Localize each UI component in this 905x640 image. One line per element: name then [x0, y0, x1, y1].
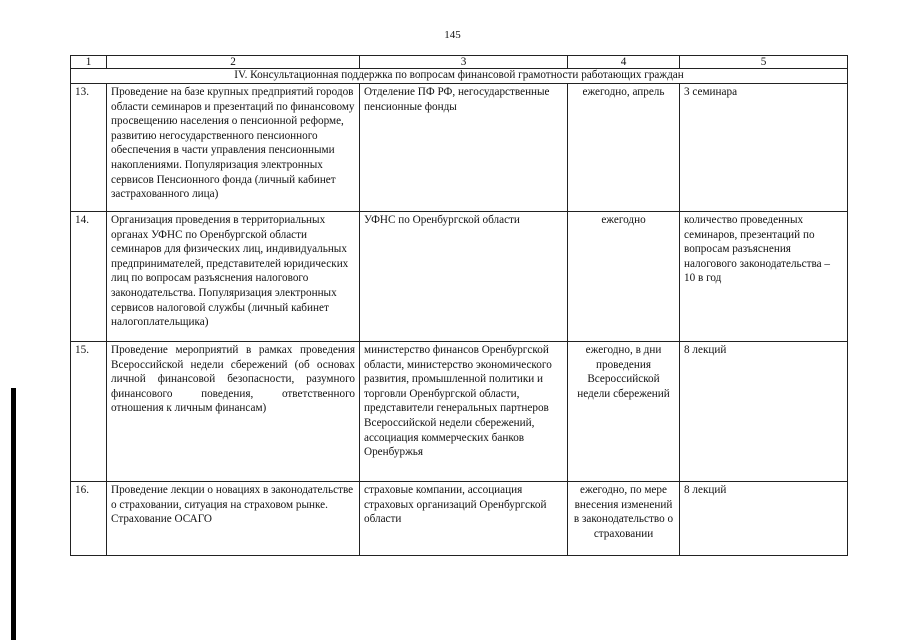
column-number: 1	[71, 56, 107, 69]
table-row	[71, 482, 848, 556]
column-number: 5	[680, 56, 848, 69]
executor-cell: страховые компании, ассоциация страховых организаций Оренбургской области	[360, 482, 568, 556]
term-cell: ежегодно, в дни проведения Всероссийской недели сбережений	[568, 342, 680, 482]
section-title-row	[71, 69, 848, 84]
executor-cell: министерство финансов Оренбургской области, министерство экономического развития, промышленной политики и торговли Оренбургской области, представители генеральных партнеров Всероссийской недели сбережений, ассоциация коммерческих банков Оренбуржья	[360, 342, 568, 482]
column-number: 2	[107, 56, 360, 69]
indicator-cell: 3 семинара	[680, 84, 848, 212]
row-number: 16.	[71, 482, 107, 556]
executor-cell: УФНС по Оренбургской области	[360, 212, 568, 342]
table-row	[71, 84, 848, 212]
table-row	[71, 212, 848, 342]
row-number: 13.	[71, 84, 107, 212]
indicator-cell: 8 лекций	[680, 342, 848, 482]
event-cell: Проведение мероприятий в рамках проведения Всероссийской недели сбережений (об основах личной финансовой безопасности, разумного финансового поведения, ответственного отношения к личным финансам)	[107, 342, 360, 482]
scan-edge-bar	[11, 388, 16, 640]
measures-table	[70, 55, 848, 556]
row-number: 14.	[71, 212, 107, 342]
event-cell: Проведение на базе крупных предприятий городов области семинаров и презентаций по финансовому просвещению населения о пенсионной реформе, развитию негосударственного пенсионного обеспечения в части управления пенсионными накоплениями. Популяризация электронных сервисов Пенсионного фонда (личный кабинет застрахованного лица)	[107, 84, 360, 212]
event-cell: Проведение лекции о новациях в законодательстве о страховании, ситуация на страховом рынке. Страхование ОСАГО	[107, 482, 360, 556]
column-number-row	[71, 56, 848, 69]
term-cell: ежегодно	[568, 212, 680, 342]
row-number: 15.	[71, 342, 107, 482]
table-row	[71, 342, 848, 482]
indicator-cell: 8 лекций	[680, 482, 848, 556]
column-number: 4	[568, 56, 680, 69]
event-cell: Организация проведения в территориальных органах УФНС по Оренбургской области семинаров для физических лиц, индивидуальных предпринимателей, представителей юридических лиц по вопросам разъяснения налогового законодательства. Популяризация электронных сервисов налоговой службы (личный кабинет налогоплательщика)	[107, 212, 360, 342]
section-title: IV. Консультационная поддержка по вопросам финансовой грамотности работающих граждан	[71, 69, 848, 84]
term-cell: ежегодно, по мере внесения изменений в законодательство о страховании	[568, 482, 680, 556]
term-cell: ежегодно, апрель	[568, 84, 680, 212]
indicator-cell: количество проведенных семинаров, презентаций по вопросам разъяснения налогового законодательства – 10 в год	[680, 212, 848, 342]
executor-cell: Отделение ПФ РФ, негосударственные пенсионные фонды	[360, 84, 568, 212]
column-number: 3	[360, 56, 568, 69]
page-number: 145	[444, 29, 461, 41]
